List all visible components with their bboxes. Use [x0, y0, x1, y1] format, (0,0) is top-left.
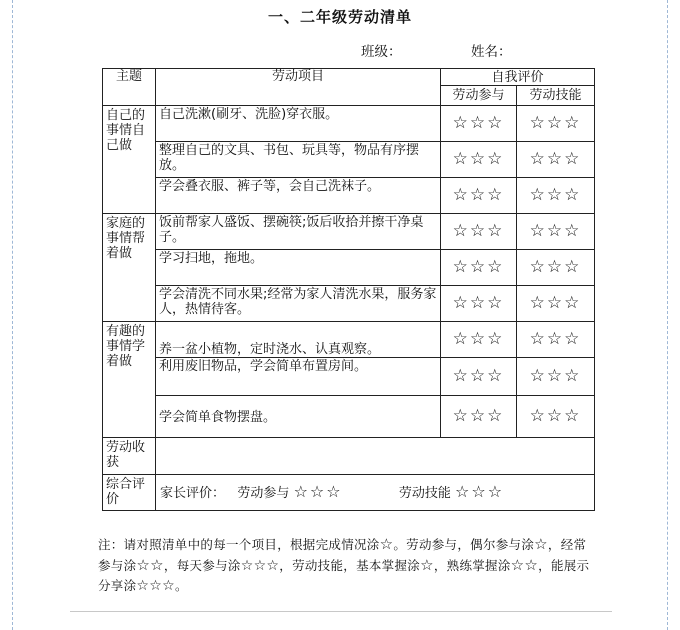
skill-stars[interactable]: ☆☆☆: [517, 396, 595, 438]
note-text: ，熟练掌握涂: [433, 558, 511, 573]
participation-stars[interactable]: ☆☆☆: [441, 286, 517, 322]
header-skill: 劳动技能: [517, 86, 595, 106]
item-text: 养一盆小植物，定时浇水、认真观察。: [156, 322, 441, 358]
participation-stars[interactable]: ☆☆☆: [441, 322, 517, 358]
class-label: 班级：: [361, 44, 402, 60]
header-project: 劳动项目: [156, 69, 441, 106]
overall-skill-label: 劳动技能: [398, 486, 451, 501]
header-self-eval: 自我评价: [441, 69, 595, 86]
item-text: 自己洗漱(刷牙、洗脸)穿衣服。: [156, 106, 441, 142]
harvest-label: 劳动收获: [103, 438, 156, 475]
item-text: 学会简单食物摆盘。: [156, 396, 441, 438]
star-icon: ☆☆☆: [136, 578, 175, 594]
note-text: ，劳动技能，基本掌握涂: [279, 558, 421, 573]
participation-stars[interactable]: ☆☆☆: [441, 106, 517, 142]
star-icon: ☆: [379, 535, 394, 553]
skill-stars[interactable]: ☆☆☆: [517, 322, 595, 358]
note-text: 。劳动参与，偶尔参与涂: [393, 537, 535, 552]
topic-cell: 自己的事情自己做: [103, 106, 156, 214]
skill-stars[interactable]: ☆☆☆: [517, 178, 595, 214]
labor-checklist-table: [102, 68, 595, 511]
overall-evaluation: [156, 475, 595, 511]
overall-participation-stars[interactable]: ☆☆☆: [293, 482, 343, 501]
parent-eval-label: 家长评价：: [160, 486, 226, 501]
topic-cell: 有趣的事情学着做: [103, 322, 156, 438]
item-text: 学会清洗不同水果;经常为家人清洗水果，服务家人，热情待客。: [156, 286, 441, 322]
item-text: 整理自己的文具、书包、玩具等，物品有序摆放。: [156, 142, 441, 178]
skill-stars[interactable]: ☆☆☆: [517, 106, 595, 142]
name-label: 姓名：: [471, 44, 512, 60]
star-icon: ☆☆☆: [240, 558, 280, 574]
page-title: 一、二年级劳动清单: [267, 8, 412, 26]
item-text: 学习扫地，拖地。: [156, 250, 441, 286]
participation-stars[interactable]: ☆☆☆: [441, 250, 517, 286]
star-icon: ☆☆: [510, 556, 539, 574]
harvest-field[interactable]: [156, 438, 595, 475]
item-text: 利用废旧物品，学会简单布置房间。: [156, 358, 441, 396]
participation-stars[interactable]: ☆☆☆: [441, 178, 517, 214]
overall-label: 综合评价: [103, 475, 156, 511]
participation-stars[interactable]: ☆☆☆: [441, 396, 517, 438]
item-text: 饭前帮家人盛饭、摆碗筷;饭后收拾并擦干净桌子。: [156, 214, 441, 250]
participation-stars[interactable]: ☆☆☆: [441, 358, 517, 396]
header-topic: 主题: [103, 69, 156, 106]
skill-stars[interactable]: ☆☆☆: [517, 142, 595, 178]
skill-stars[interactable]: ☆☆☆: [517, 358, 595, 396]
star-icon: ☆: [534, 535, 548, 553]
instruction-note: [98, 534, 598, 596]
participation-stars[interactable]: ☆☆☆: [441, 214, 517, 250]
item-text: 学会叠衣服、裤子等，会自己洗袜子。: [156, 178, 441, 214]
skill-stars[interactable]: ☆☆☆: [517, 250, 595, 286]
star-icon: ☆: [420, 556, 434, 574]
overall-participation-label: 劳动参与: [237, 486, 290, 501]
note-text: ，每天参与涂: [163, 558, 241, 573]
note-text: ，能展示分享涂: [98, 558, 590, 593]
overall-skill-stars[interactable]: ☆☆☆: [455, 482, 505, 501]
header-participation: 劳动参与: [441, 86, 517, 106]
note-text: 。: [174, 578, 188, 593]
skill-stars[interactable]: ☆☆☆: [517, 286, 595, 322]
participation-stars[interactable]: ☆☆☆: [441, 142, 517, 178]
left-page-border: [12, 0, 13, 630]
note-text: ，经常参与涂: [98, 537, 587, 573]
topic-cell: 家庭的事情帮着做: [103, 214, 156, 322]
skill-stars[interactable]: ☆☆☆: [517, 214, 595, 250]
right-page-border: [667, 0, 668, 630]
bottom-divider: [70, 611, 612, 612]
note-text: 注：请对照清单中的每一个项目，根据完成情况涂: [98, 537, 380, 552]
star-icon: ☆☆: [136, 556, 164, 574]
